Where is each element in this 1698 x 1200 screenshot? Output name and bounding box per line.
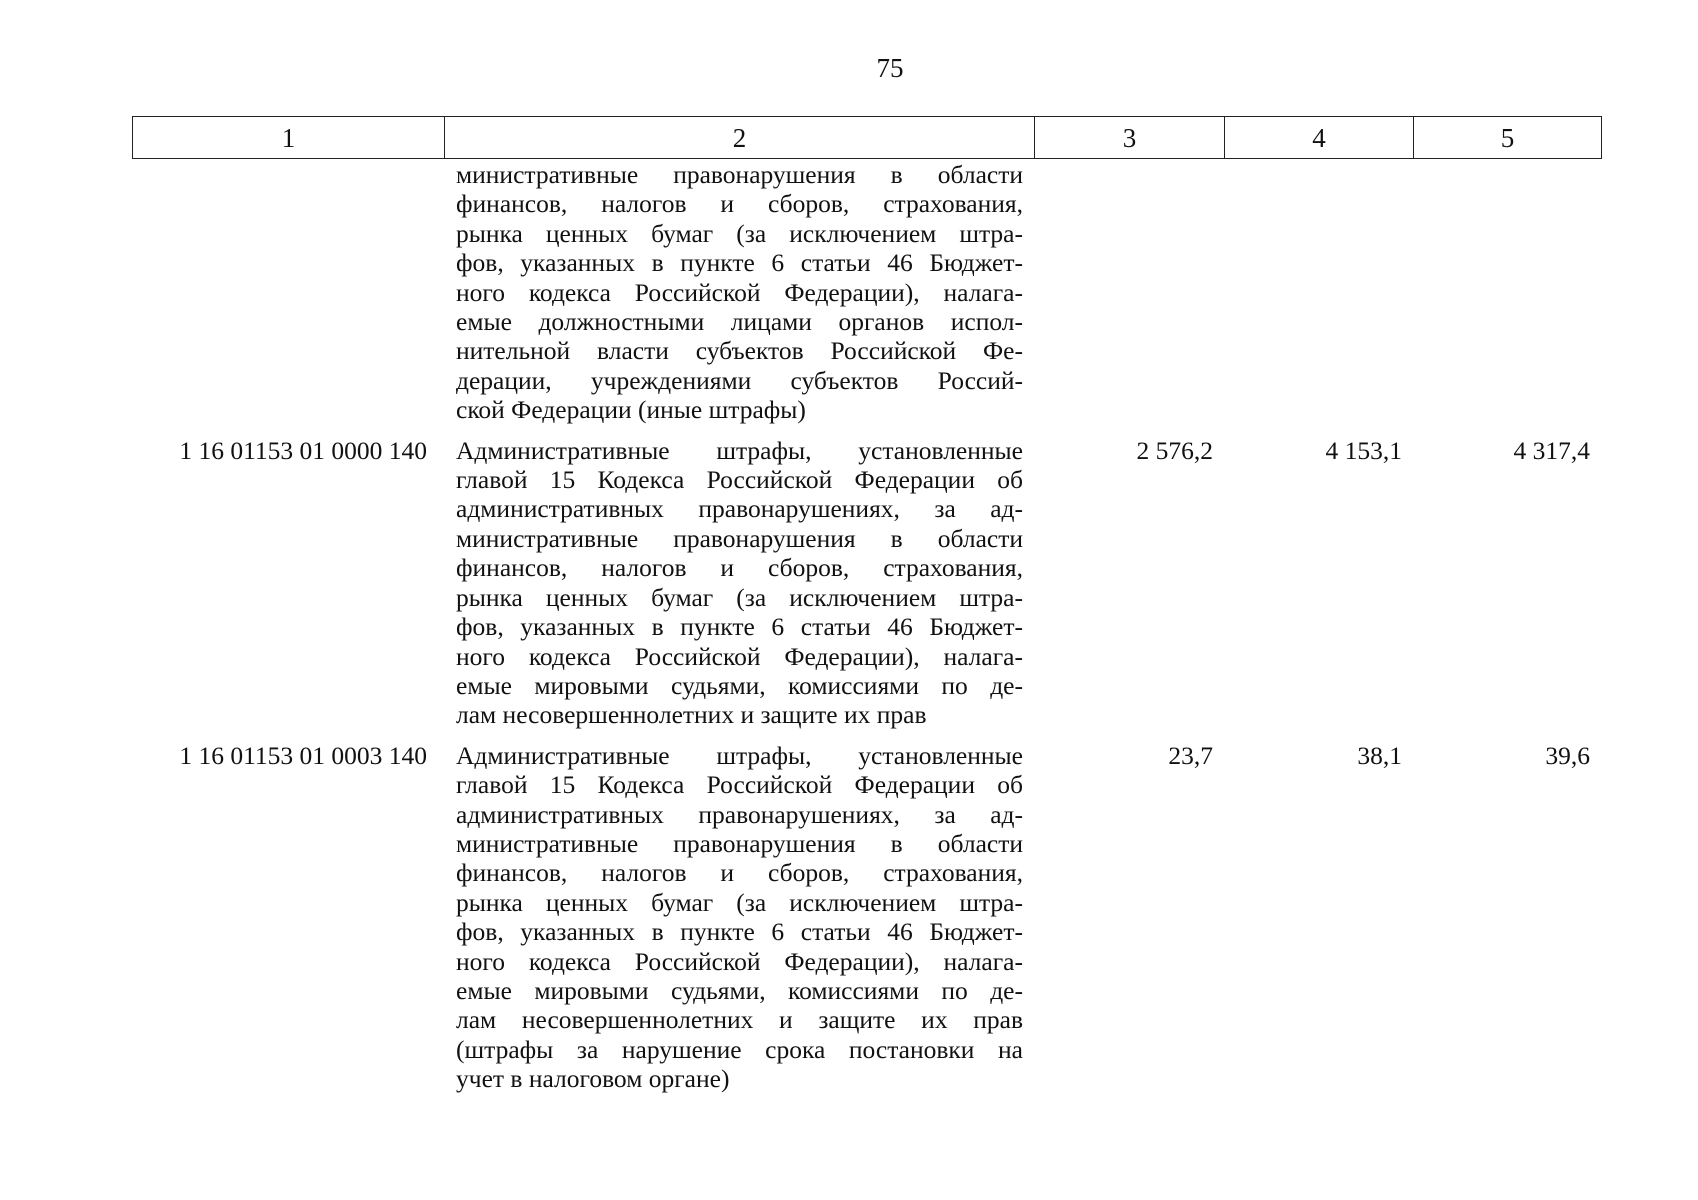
desc-line: административных правонарушениях, за ад- (456, 799, 1023, 829)
desc-line: лам несовершеннолетних и защите их прав (456, 1005, 1023, 1035)
desc-line: ного кодекса Российской Федерации), налага- (456, 641, 1023, 671)
desc-line: ного кодекса Российской Федерации), налага- (456, 946, 1023, 976)
desc-line: ного кодекса Российской Федерации), налага- (456, 277, 1023, 307)
table-row (132, 425, 1601, 730)
desc-line: министративные правонарушения в области (456, 828, 1023, 858)
header-col-4: 4 (1225, 117, 1414, 159)
desc-line: министративные правонарушения в области (456, 160, 1023, 189)
desc-line: (штрафы за нарушение срока постановки на (456, 1034, 1023, 1064)
desc-line: главой 15 Кодекса Российской Федерации об (456, 465, 1023, 495)
desc-line: финансов, налогов и сборов, страхования, (456, 189, 1023, 219)
desc-line: Административные штрафы, установленные (456, 740, 1023, 770)
row-code: 1 16 01153 01 0003 140 (179, 740, 427, 770)
row-value-col4 (1224, 160, 1413, 425)
table-body (132, 160, 1601, 1094)
desc-line: фов, указанных в пункте 6 статьи 46 Бюджет- (456, 917, 1023, 947)
row-value-col4: 4 153,1 (1325, 435, 1402, 465)
desc-line: финансов, налогов и сборов, страхования, (456, 858, 1023, 888)
desc-line: учет в налоговом органе) (456, 1064, 730, 1094)
desc-line: рынка ценных бумаг (за исключением штра- (456, 887, 1023, 917)
header-col-2: 2 (445, 117, 1035, 159)
row-value-col3: 23,7 (1168, 740, 1213, 770)
row-value-col5: 39,6 (1545, 740, 1590, 770)
desc-line: нительной власти субъектов Российской Фе- (456, 336, 1023, 366)
desc-line: емые мировыми судьями, комиссиями по де- (456, 670, 1023, 700)
row-code: 1 16 01153 01 0000 140 (179, 435, 427, 465)
desc-line: лам несовершеннолетних и защите их прав (456, 700, 927, 730)
desc-line: административных правонарушениях, за ад- (456, 494, 1023, 524)
desc-line: фов, указанных в пункте 6 статьи 46 Бюджет- (456, 248, 1023, 278)
row-description (444, 160, 1034, 425)
row-code (132, 160, 444, 425)
desc-line: министративные правонарушения в области (456, 523, 1023, 553)
desc-line: рынка ценных бумаг (за исключением штра- (456, 218, 1023, 248)
desc-line: финансов, налогов и сборов, страхования, (456, 553, 1023, 583)
row-description (444, 425, 1034, 730)
table-header (132, 116, 1602, 159)
desc-line: емые мировыми судьями, комиссиями по де- (456, 975, 1023, 1005)
desc-line: емые должностными лицами органов испол- (456, 307, 1023, 337)
desc-line: дерации, учреждениями субъектов Россий- (456, 365, 1023, 395)
desc-line: фов, указанных в пункте 6 статьи 46 Бюджет- (456, 612, 1023, 642)
row-value-col4: 38,1 (1357, 740, 1402, 770)
header-col-1: 1 (133, 117, 445, 159)
row-value-col3: 2 576,2 (1136, 435, 1213, 465)
header-row (133, 117, 1602, 159)
desc-line: главой 15 Кодекса Российской Федерации об (456, 770, 1023, 800)
row-value-col5: 4 317,4 (1513, 435, 1590, 465)
table-row (132, 730, 1601, 1094)
header-col-5: 5 (1414, 117, 1602, 159)
desc-line: рынка ценных бумаг (за исключением штра- (456, 582, 1023, 612)
desc-line: Административные штрафы, установленные (456, 435, 1023, 465)
row-value-col5 (1413, 160, 1601, 425)
desc-line: ской Федерации (иные штрафы) (456, 395, 806, 425)
header-col-3: 3 (1035, 117, 1225, 159)
row-description (444, 730, 1034, 1094)
table-row (132, 160, 1601, 425)
row-value-col3 (1034, 160, 1224, 425)
page-number: 75 (876, 53, 904, 83)
